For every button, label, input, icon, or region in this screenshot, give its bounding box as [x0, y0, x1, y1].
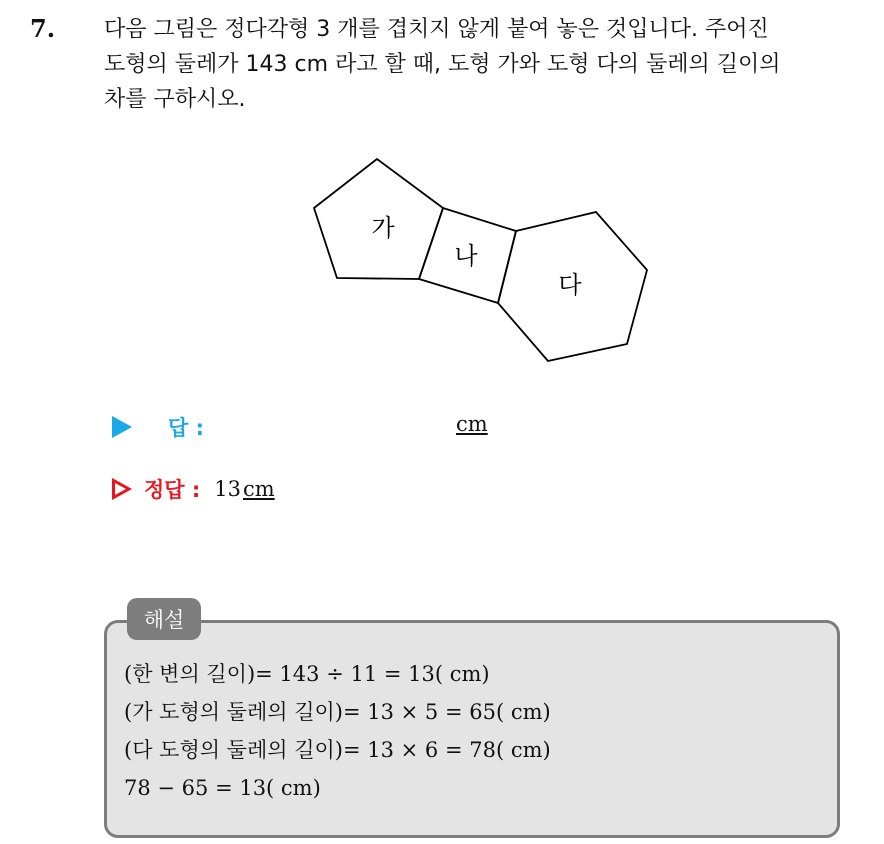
question-number: 7. [30, 14, 56, 43]
solution-tab: 해설 [127, 598, 201, 640]
play-triangle-icon [112, 416, 132, 438]
solution-text [124, 655, 551, 807]
correct-answer-value: 13 [214, 477, 242, 501]
hexagon-label: 다 [558, 271, 582, 299]
answer-label: 답 : [168, 416, 204, 440]
question-line: 다음 그림은 정다각형 3 개를 겹치지 않게 붙여 놓은 것입니다. 주어진 [104, 17, 769, 42]
solution-line: 78 − 65 = 13( cm) [124, 776, 321, 800]
solution-line: (가 도형의 둘레의 길이)= 13 × 5 = 65( cm) [124, 700, 551, 724]
outline-triangle-icon [112, 478, 132, 500]
pentagon-label: 가 [371, 214, 395, 242]
question-line: 도형의 둘레가 143 cm 라고 할 때, 도형 가와 도형 다의 둘레의 길이의 [104, 52, 781, 77]
solution-line: (한 변의 길이)= 143 ÷ 11 = 13( cm) [124, 662, 490, 686]
answer-unit: cm [456, 412, 488, 436]
square-label: 나 [454, 242, 478, 270]
correct-answer-label: 정답 : [144, 478, 201, 502]
correct-answer-row [112, 474, 275, 504]
solution-line: (다 도형의 둘레의 길이)= 13 × 6 = 78( cm) [124, 738, 551, 762]
question-line: 차를 구하시오. [104, 87, 246, 112]
correct-answer-unit: cm [243, 477, 275, 501]
answer-row [112, 412, 488, 442]
